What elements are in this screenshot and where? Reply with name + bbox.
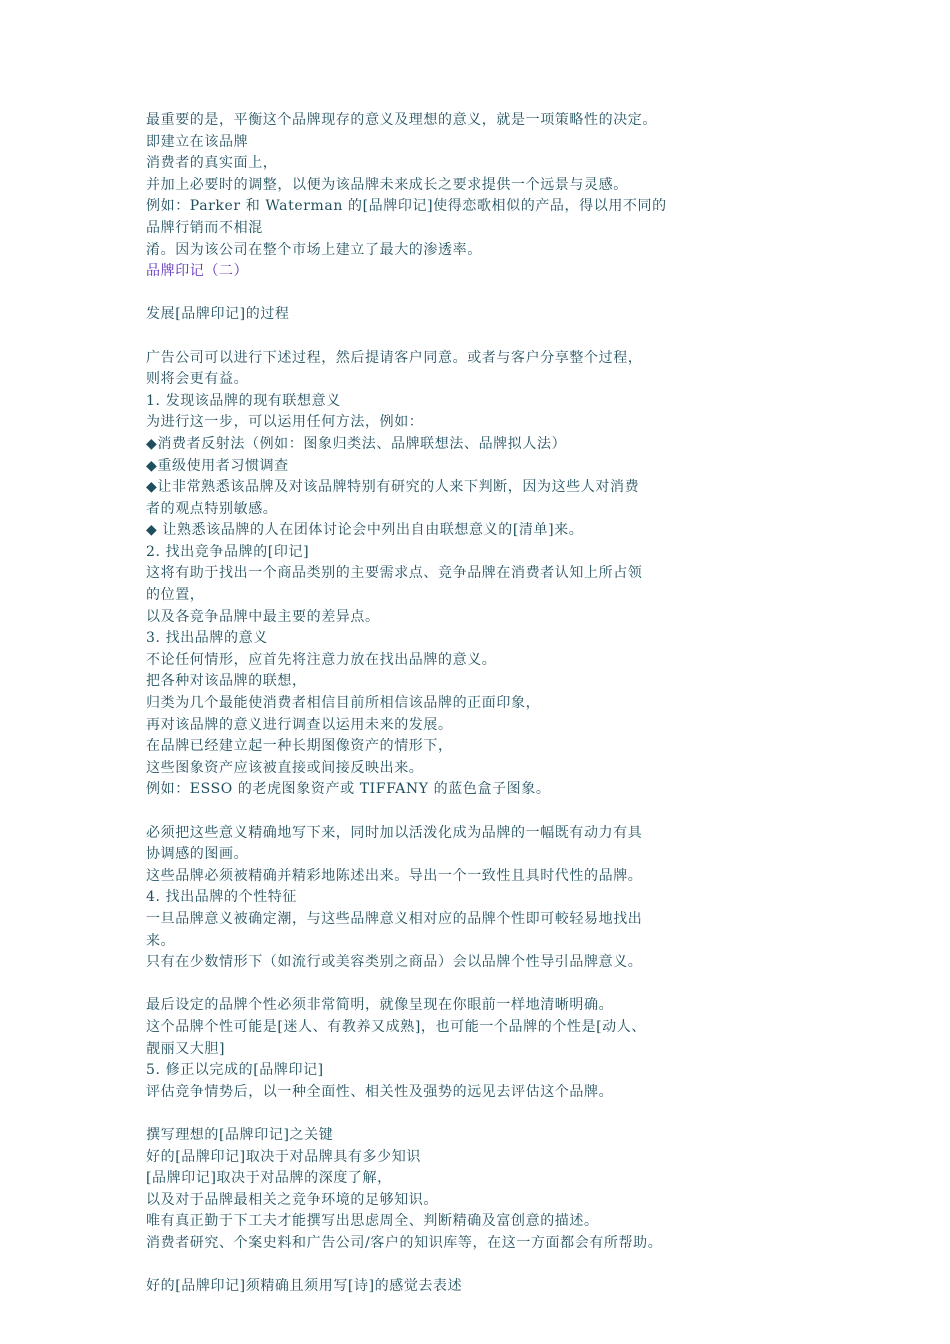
- blank-line: [146, 1254, 826, 1276]
- text-line: 广告公司可以进行下述过程，然后提请客户同意。或者与客户分享整个过程，: [146, 349, 643, 366]
- text-line: 消费者的真实面上，: [146, 155, 278, 172]
- text-line: 只有在少数情形下（如流行或美容类别之商品）会以品牌个性导引品牌意义。: [146, 954, 643, 971]
- text-line: 靓丽又大胆]: [146, 1040, 226, 1057]
- text-line: 最重要的是，平衡这个品牌现存的意义及理想的意义，就是一项策略性的决定。: [146, 112, 657, 128]
- text-line: 必须把这些意义精确地写下来，同时加以活泼化成为品牌的一幅既有动力有具: [146, 824, 643, 841]
- text-line: 以及对于品牌最相关之竞争环境的足够知识。: [146, 1191, 438, 1208]
- text-line: 并加上必要时的调整，以便为该品牌未来成长之要求提供一个远景与灵感。: [146, 176, 628, 193]
- text-line: 这些图象资产应该被直接或间接反映出来。: [146, 759, 424, 776]
- text-line: 品牌行销而不相混: [146, 219, 263, 236]
- text-line: 撰写理想的[品牌印记]之关键: [146, 1126, 334, 1143]
- blank-line: [146, 1103, 826, 1125]
- text-line: 这个品牌个性可能是[迷人、有教养又成熟]，也可能一个品牌的个性是[动人、: [146, 1018, 646, 1035]
- text-line: ◆消费者反射法（例如：图象归类法、品牌联想法、品牌拟人法）: [146, 435, 567, 452]
- text-line: 则将会更有益。: [146, 371, 249, 388]
- blank-line: [146, 801, 826, 823]
- text-line: 唯有真正勤于下工夫才能撰写出思虑周全、判断精确及富创意的描述。: [146, 1213, 599, 1230]
- text-line: 协调感的图画。: [146, 846, 249, 863]
- text-line: 者的观点特别敏感。: [146, 500, 278, 517]
- blank-line: [146, 326, 826, 348]
- text-line: 消费者研究、个案史料和广告公司/客户的知识库等，在这一方面都会有所帮助。: [146, 1234, 663, 1251]
- document-body: [146, 110, 826, 1298]
- text-line: 这将有助于找出一个商品类别的主要需求点、竞争品牌在消费者认知上所占领: [146, 565, 643, 582]
- text-line: 以及各竞争品牌中最主要的差异点。: [146, 608, 380, 625]
- text-line: 的位置，: [146, 587, 205, 604]
- text-line: 再对该品牌的意义进行调查以运用未来的发展。: [146, 716, 453, 733]
- text-line: 好的[品牌印记]须精确且须用写[诗]的感觉去表述: [146, 1278, 463, 1295]
- text-line: 即建立在该品牌: [146, 133, 249, 150]
- text-line: 这些品牌必须被精确并精彩地陈述出来。导出一个一致性且具时代性的品牌。: [146, 867, 643, 884]
- text-line: 淆。因为该公司在整个市场上建立了最大的渗透率。: [146, 241, 482, 258]
- text-line: 4. 找出品牌的个性特征: [146, 889, 298, 906]
- text-line: 最后设定的品牌个性必须非常简明，就像呈现在你眼前一样地清晰明确。: [146, 997, 614, 1014]
- text-line: 来。: [146, 932, 176, 949]
- text-line: 不论任何情形，应首先将注意力放在找出品牌的意义。: [146, 651, 497, 668]
- text-line: ◆ 让熟悉该品牌的人在团体讨论会中列出自由联想意义的[清单]来。: [146, 522, 584, 539]
- text-line: 5. 修正以完成的[品牌印记]: [146, 1062, 324, 1079]
- text-line: 一旦品牌意义被确定潮，与这些品牌意义相对应的品牌个性即可較轻易地找出: [146, 910, 643, 927]
- text-line: 1. 发现该品牌的现有联想意义: [146, 392, 341, 409]
- text-line: 例如：ESSO 的老虎图象资产或 TIFFANY 的蓝色盒子图象。: [146, 781, 551, 798]
- text-line: 3. 找出品牌的意义: [146, 630, 268, 647]
- blank-line: [146, 974, 826, 996]
- text-line: [品牌印记]取决于对品牌的深度了解，: [146, 1170, 392, 1187]
- text-line: 2. 找出竞争品牌的[印记]: [146, 543, 310, 560]
- text-line: 评估竞争情势后，以一种全面性、相关性及强势的远见去评估这个品牌。: [146, 1083, 614, 1100]
- text-line: 为进行这一步，可以运用任何方法，例如：: [146, 414, 424, 431]
- text-line: 例如：Parker 和 Waterman 的[品牌印记]使得恋歌相似的产品，得以用不同的: [146, 198, 667, 215]
- text-line: 好的[品牌印记]取决于对品牌具有多少知识: [146, 1148, 421, 1165]
- blank-line: [146, 283, 826, 305]
- text-line: 在品牌已经建立起一种长期图像资产的情形下，: [146, 738, 453, 755]
- text-line: 发展[品牌印记]的过程: [146, 306, 290, 323]
- text-line: 归类为几个最能使消费者相信目前所相信该品牌的正面印象，: [146, 695, 541, 712]
- section-heading: 品牌印记（二）: [146, 263, 249, 280]
- text-line: ◆让非常熟悉该品牌及对该品牌特别有研究的人来下判断，因为这些人对消费: [146, 479, 640, 496]
- text-line: 把各种对该品牌的联想，: [146, 673, 307, 690]
- text-line: ◆重级使用者习惯调查: [146, 457, 289, 474]
